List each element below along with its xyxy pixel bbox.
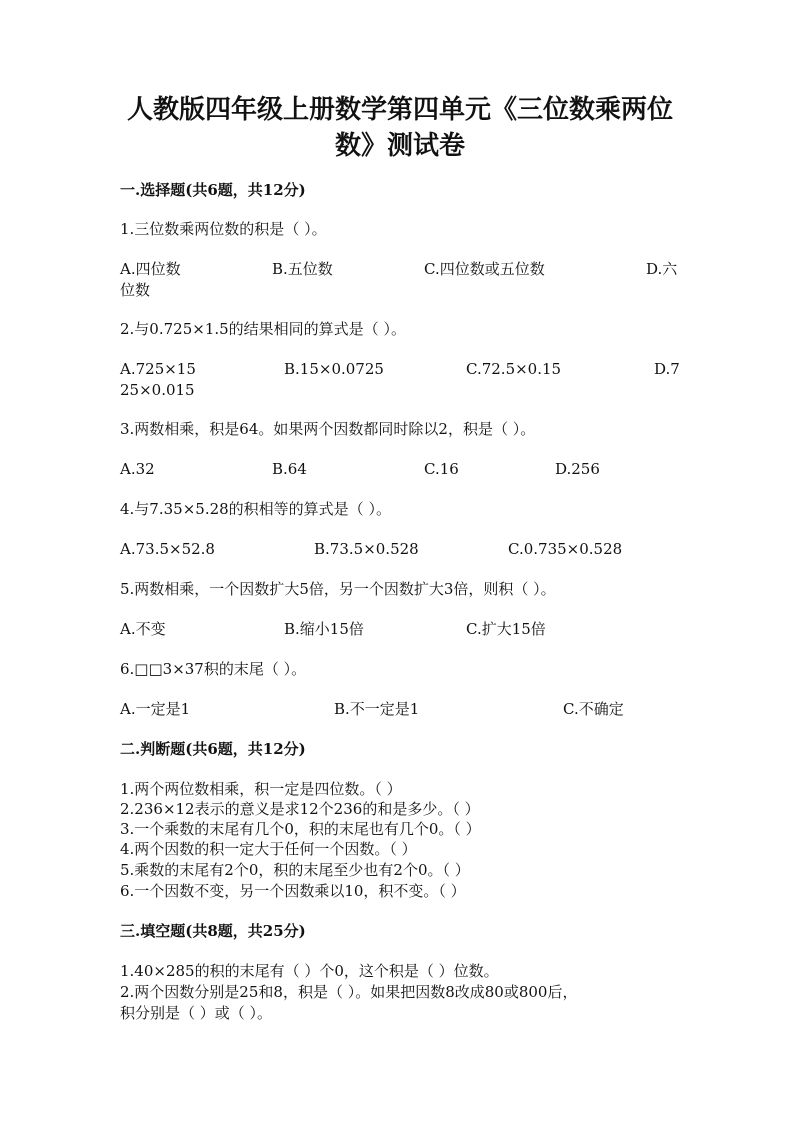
question-1-option-d: D.六 bbox=[646, 260, 678, 278]
judgement-item-3: 3.一个乘数的末尾有几个0，积的末尾也有几个0。（ ） bbox=[120, 820, 481, 838]
fill-blank-item-2: 2.两个因数分别是25和8，积是（ ）。如果把因数8改成80或800后， bbox=[120, 983, 578, 1001]
judgement-item-4: 4.两个因数的积一定大于任何一个因数。（ ） bbox=[120, 840, 417, 858]
title-line-2: 数》测试卷 bbox=[334, 131, 465, 161]
question-5-option-a: A.不变 bbox=[120, 620, 166, 638]
question-4-option-b: B.73.5×0.528 bbox=[314, 540, 419, 558]
question-3-option-a: A.32 bbox=[120, 460, 155, 478]
question-6-stem: 6.□□3×37积的末尾（ ）。 bbox=[120, 660, 307, 678]
fill-blank-item-2-cont: 积分别是（ ）或（ ）。 bbox=[120, 1004, 273, 1022]
question-1-stem: 1.三位数乘两位数的积是（ ）。 bbox=[120, 220, 327, 238]
question-1-option-c: C.四位数或五位数 bbox=[424, 260, 545, 278]
question-5-option-b: B.缩小15倍 bbox=[284, 620, 364, 638]
question-2-option-d-cont: 25×0.015 bbox=[120, 381, 195, 399]
judgement-item-2: 2.236×12表示的意义是求12个236的和是多少。（ ） bbox=[120, 800, 480, 818]
page-title bbox=[100, 92, 700, 164]
question-6-option-b: B.不一定是1 bbox=[334, 700, 420, 718]
question-2-option-a: A.725×15 bbox=[120, 360, 196, 378]
section-heading-choice: 一.选择题(共6题，共12分) bbox=[120, 181, 306, 199]
question-2-stem: 2.与0.725×1.5的结果相同的算式是（ ）。 bbox=[120, 320, 406, 338]
title-line-1: 人教版四年级上册数学第四单元《三位数乘两位 bbox=[126, 95, 673, 125]
question-4-option-a: A.73.5×52.8 bbox=[120, 540, 215, 558]
question-1-option-b: B.五位数 bbox=[272, 260, 333, 278]
question-3-stem: 3.两数相乘，积是64。如果两个因数都同时除以2，积是（ ）。 bbox=[120, 420, 536, 438]
question-6-option-c: C.不确定 bbox=[563, 700, 624, 718]
question-4-option-c: C.0.735×0.528 bbox=[508, 540, 623, 558]
question-1-option-a: A.四位数 bbox=[120, 260, 181, 278]
question-3-option-d: D.256 bbox=[555, 460, 600, 478]
question-1-option-d-cont: 位数 bbox=[120, 281, 151, 299]
question-6-option-a: A.一定是1 bbox=[120, 700, 191, 718]
fill-blank-item-1: 1.40×285的积的末尾有（ ）个0，这个积是（ ）位数。 bbox=[120, 962, 499, 980]
section-heading-judgement: 二.判断题(共6题，共12分) bbox=[120, 740, 306, 758]
question-3-option-c: C.16 bbox=[424, 460, 459, 478]
question-5-option-c: C.扩大15倍 bbox=[466, 620, 546, 638]
question-2-option-d: D.7 bbox=[654, 360, 680, 378]
judgement-item-6: 6.一个因数不变，另一个因数乘以10，积不变。（ ） bbox=[120, 882, 466, 900]
question-5-stem: 5.两数相乘，一个因数扩大5倍，另一个因数扩大3倍，则积（ ）。 bbox=[120, 580, 556, 598]
question-2-option-c: C.72.5×0.15 bbox=[466, 360, 562, 378]
judgement-item-5: 5.乘数的末尾有2个0，积的末尾至少也有2个0。（ ） bbox=[120, 861, 470, 879]
question-2-option-b: B.15×0.0725 bbox=[284, 360, 384, 378]
judgement-item-1: 1.两个两位数相乘，积一定是四位数。（ ） bbox=[120, 780, 402, 798]
question-3-option-b: B.64 bbox=[272, 460, 307, 478]
section-heading-fill-blank: 三.填空题(共8题，共25分) bbox=[120, 922, 306, 940]
question-4-stem: 4.与7.35×5.28的积相等的算式是（ ）。 bbox=[120, 500, 391, 518]
